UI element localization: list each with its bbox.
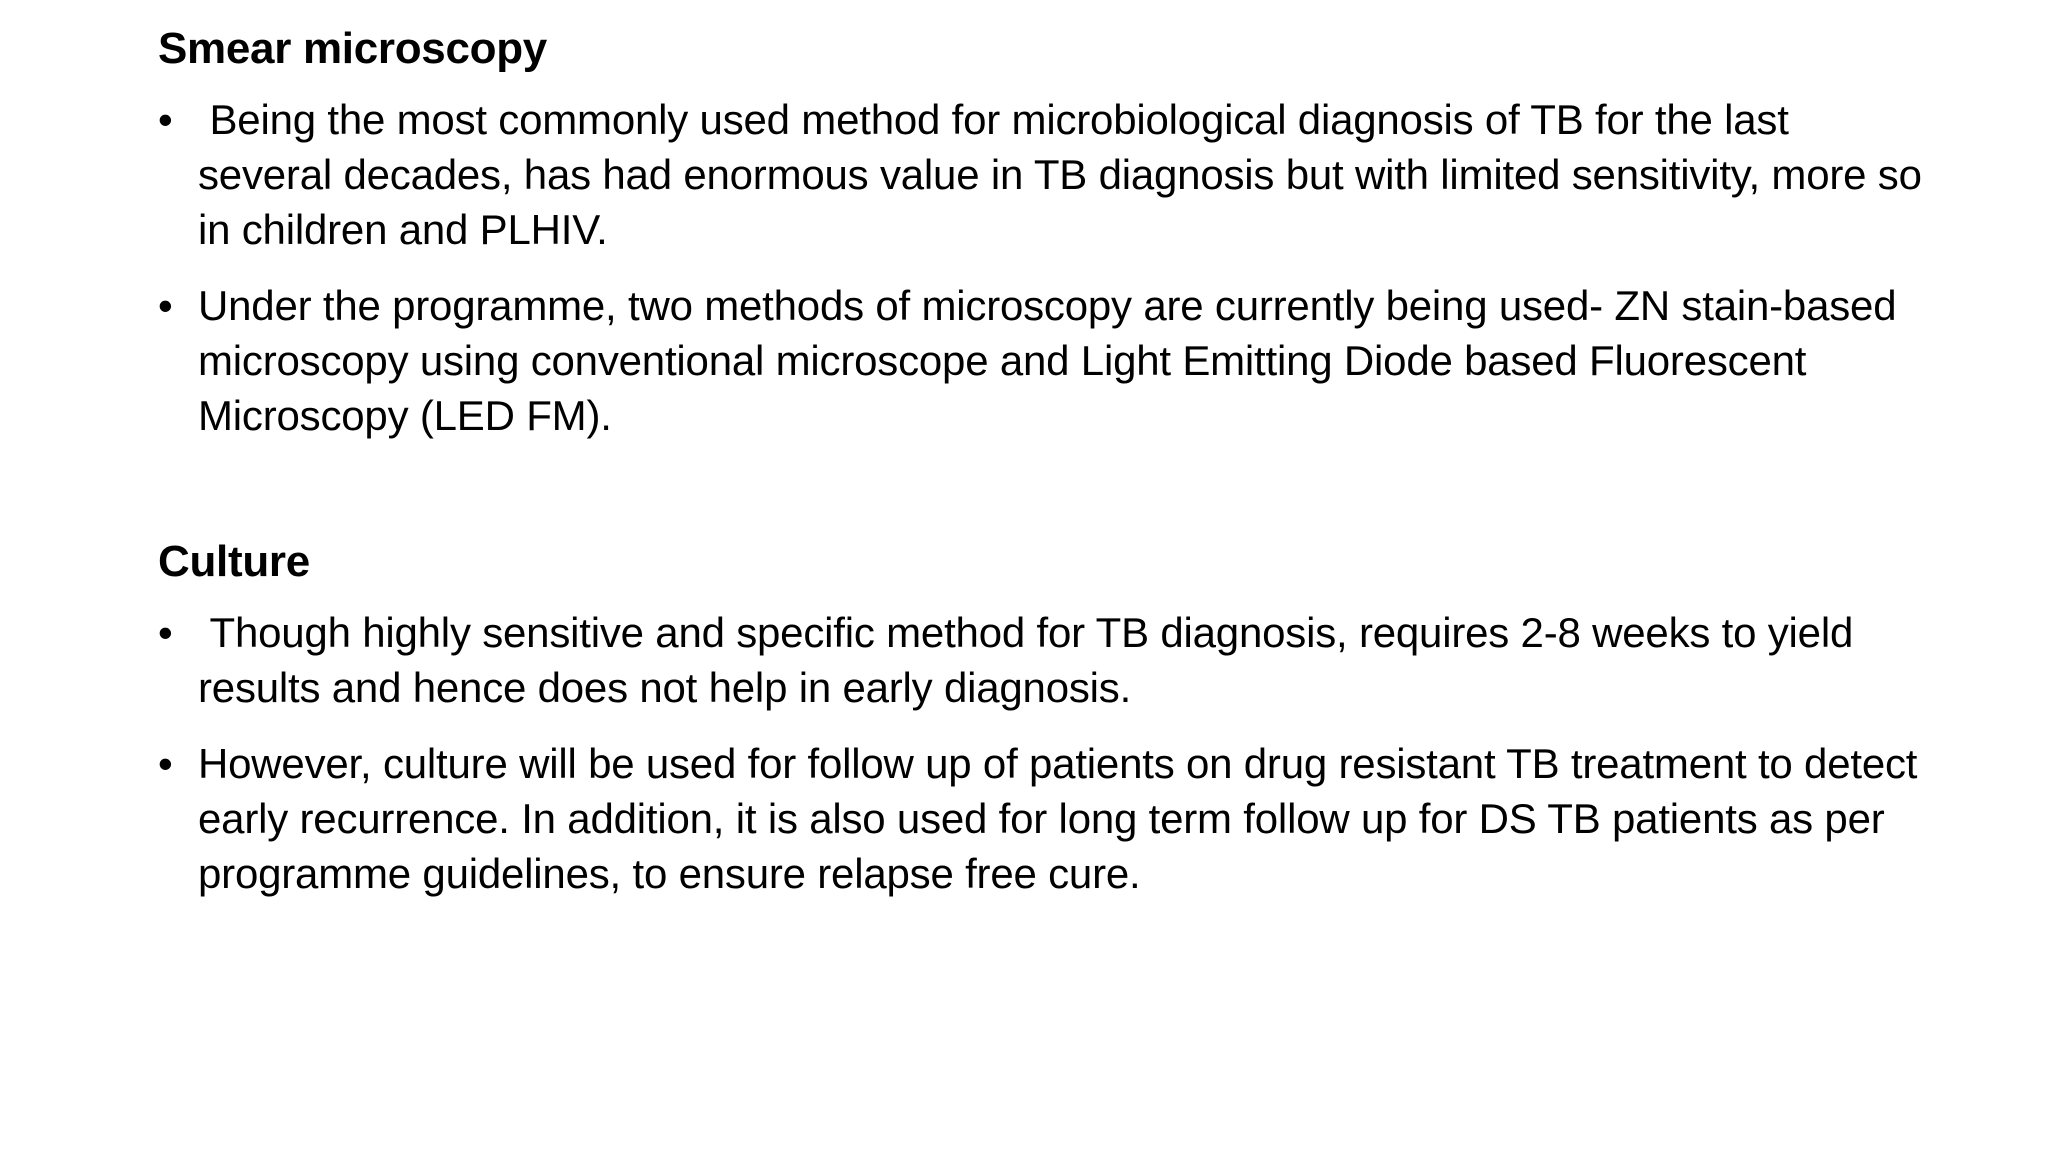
bullet-icon: • <box>158 740 173 787</box>
bullet-icon: • <box>158 282 173 329</box>
culture-bullet-list <box>158 605 1928 901</box>
bullet-icon: • <box>158 96 173 143</box>
section-heading-smear-microscopy: Smear microscopy <box>158 24 547 73</box>
bullet-item <box>158 605 1928 715</box>
bullet-text: However, culture will be used for follow up of patients on drug resistant TB treatment to detect early recurrence. In addition, it is also used for long term follow up for DS TB patients as per programme guidelines, to ensure relapse free cure. <box>198 740 1918 897</box>
bullet-item <box>158 92 1934 257</box>
bullet-text: Being the most commonly used method for microbiological diagnosis of TB for the last several decades, has had enormous value in TB diagnosis but with limited sensitivity, more so in children and PLHIV. <box>198 96 1934 253</box>
bullet-item <box>158 736 1928 901</box>
bullet-icon: • <box>158 609 173 656</box>
bullet-text: Under the programme, two methods of microscopy are currently being used- ZN stain-based microscopy using conventional microscope and Light Emitting Diode based Fluorescent Microscopy (LED FM). <box>198 282 1897 439</box>
section-heading-culture: Culture <box>158 537 310 586</box>
slide-content <box>158 18 1934 922</box>
bullet-text: Though highly sensitive and specific method for TB diagnosis, requires 2-8 weeks to yield results and hence does not help in early diagnosis. <box>198 609 1865 711</box>
bullet-item <box>158 278 1928 443</box>
smear-microscopy-bullet-list <box>158 92 1934 443</box>
